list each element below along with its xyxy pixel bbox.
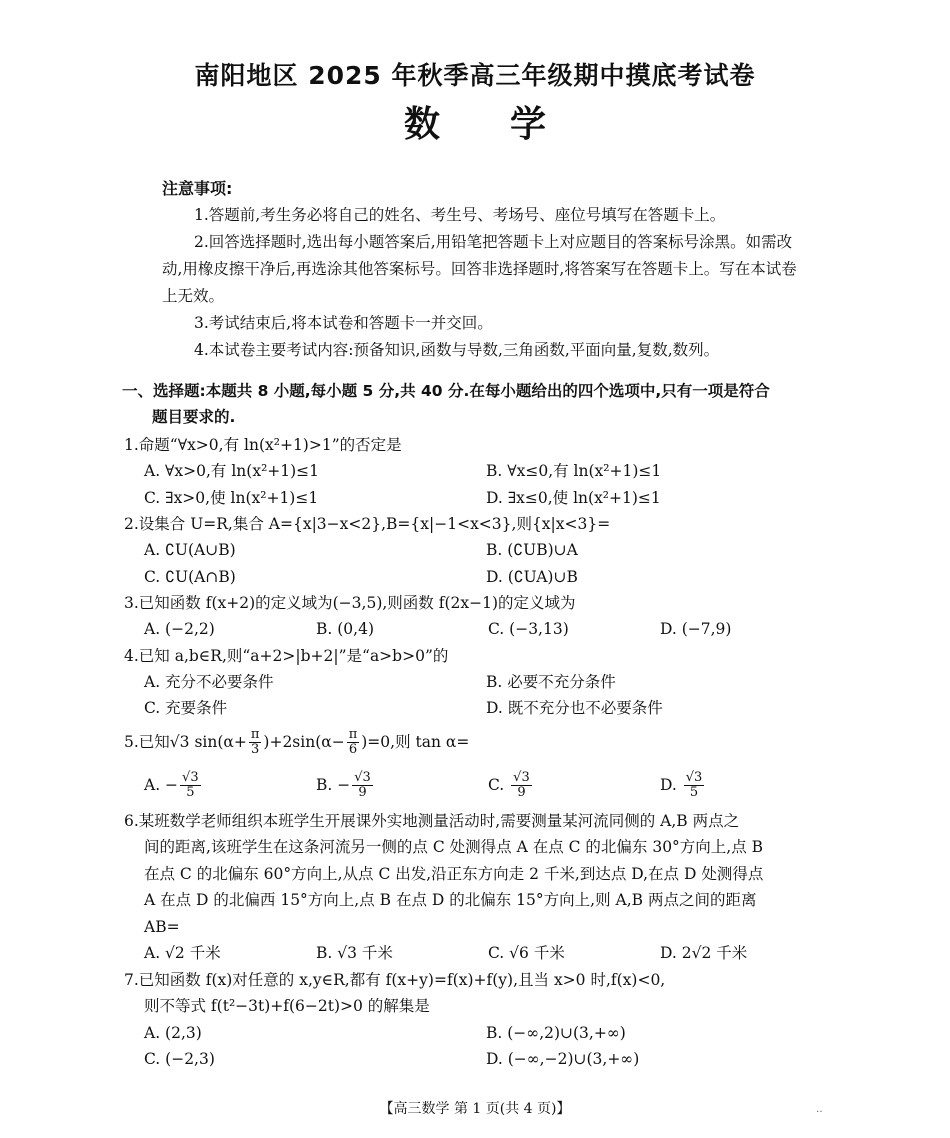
stem-line: 间的距离,该班学生在这条河流另一侧的点 C 处测得点 A 在点 C 的北偏东 30°方向上,点 B	[144, 838, 764, 856]
option-label: B. −	[316, 775, 351, 794]
option-d: D. (−∞,−2)∪(3,+∞)	[486, 1050, 640, 1068]
section-heading-line: 题目要求的.	[152, 408, 236, 426]
fraction-denominator: 5	[186, 785, 195, 800]
notice-item: 2.回答选择题时,选出每小题答案后,用铅笔把答题卡上对应题目的答案标号涂黑。如需改动,用橡皮擦干净后,再选涂其他答案标号。回答非选择题时,将答案写在答题卡上。写在本试卷上无效。	[162, 233, 797, 305]
fraction-denominator: 9	[358, 785, 367, 800]
exam-title: 南阳地区 2025 年秋季高三年级期中摸底考试卷	[194, 61, 756, 90]
fraction	[180, 771, 201, 800]
question-1	[124, 432, 834, 511]
option-a: A. (2,3)	[144, 1023, 202, 1042]
stem-line: A 在点 D 的北偏西 15°方向上,点 B 在点 D 的北偏东 15°方向上,则 A,B 两点之间的距离	[144, 891, 757, 909]
option-d: D. 既不充分也不必要条件	[486, 699, 663, 717]
fraction-numerator: √3	[513, 770, 530, 785]
option-c	[488, 762, 660, 808]
exam-subject: 数学	[403, 104, 616, 145]
stem-text: )+2sin(α−	[263, 732, 345, 751]
question-options	[124, 762, 834, 808]
question-stem: 2.设集合 U=R,集合 A={x|3−x<2},B={x|−1<x<3},则{x|x<3}=	[124, 515, 611, 533]
fraction	[347, 728, 360, 757]
option-label: A. −	[144, 775, 179, 794]
notice-item: 4.本试卷主要考试内容:预备知识,函数与导数,三角函数,平面向量,复数,数列。	[194, 341, 720, 359]
option-b: B. 必要不充分条件	[486, 672, 616, 691]
option-b: B. (∁UB)∪A	[486, 541, 578, 559]
stem-text: )=0,则 tan α=	[361, 732, 470, 751]
stem-line: AB=	[144, 917, 180, 936]
option-d	[660, 762, 832, 808]
question-stem	[124, 967, 834, 1020]
notice-item: 1.答题前,考生务必将自己的姓名、考生号、考场号、座位号填写在答题卡上。	[194, 206, 726, 224]
option-c: C. 充要条件	[144, 699, 228, 717]
question-stem: 1.命题“∀x>0,有 ln(x²+1)>1”的否定是	[124, 436, 402, 454]
question-options	[124, 616, 834, 643]
option-b: B. (0,4)	[316, 620, 374, 638]
stem-line: 在点 C 的北偏东 60°方向上,从点 C 出发,沿正东方向走 2 千米,到达点 D,在点 D 处测得点	[144, 864, 764, 883]
fraction-denominator: 5	[689, 785, 699, 800]
option-a: A. 充分不必要条件	[144, 672, 274, 691]
question-list	[124, 432, 834, 1073]
fraction-numerator: π	[348, 727, 358, 742]
fraction	[352, 771, 373, 800]
option-d: D. ∃x≤0,使 ln(x²+1)≤1	[486, 488, 661, 507]
fraction	[684, 771, 705, 800]
option-a: A. (−2,2)	[144, 620, 215, 638]
question-options	[124, 537, 834, 590]
stem-line: 则不等式 f(t²−3t)+f(6−2t)>0 的解集是	[144, 997, 430, 1015]
option-a: A. √2 千米	[144, 944, 221, 962]
question-5	[124, 722, 834, 808]
fraction-numerator: √3	[685, 770, 703, 785]
fraction-numerator: √3	[182, 770, 199, 785]
question-6	[124, 808, 834, 967]
stem-line: 6.某班数学老师组织本班学生开展课外实地测量活动时,需要测量某河流同侧的 A,B 两点之	[124, 811, 740, 830]
notice-block	[162, 175, 812, 364]
option-d: D. 2√2 千米	[660, 944, 748, 962]
question-stem: 3.已知函数 f(x+2)的定义域为(−3,5),则函数 f(2x−1)的定义域为	[124, 594, 576, 612]
option-d: D. (∁UA)∪B	[486, 567, 578, 586]
fraction-numerator: π	[250, 727, 260, 742]
section-heading	[122, 378, 832, 430]
question-options	[124, 669, 834, 722]
option-d: D. (−7,9)	[660, 620, 732, 638]
notice-heading: 注意事项:	[162, 179, 233, 198]
option-b: B. ∀x≤0,有 ln(x²+1)≤1	[486, 462, 662, 480]
option-b: B. √3 千米	[316, 944, 393, 962]
fraction	[511, 771, 532, 800]
question-options	[124, 1020, 834, 1073]
fraction-denominator: 3	[250, 742, 260, 757]
option-c: C. (−2,3)	[144, 1050, 215, 1068]
stem-line: 7.已知函数 f(x)对任意的 x,y∈R,都有 f(x+y)=f(x)+f(y),且当 x>0 时,f(x)<0,	[124, 970, 666, 989]
fraction	[249, 728, 262, 757]
notice-item: 3.考试结束后,将本试卷和答题卡一并交回。	[194, 314, 493, 332]
option-label: C.	[488, 775, 510, 794]
option-c: C. ∃x>0,使 ln(x²+1)≤1	[144, 488, 319, 507]
option-b	[316, 762, 488, 808]
option-a	[144, 762, 316, 808]
option-b: B. (−∞,2)∪(3,+∞)	[486, 1023, 626, 1042]
page-footer: 【高三数学 第 1 页(共 4 页)】	[379, 1101, 571, 1117]
question-stem	[124, 808, 834, 941]
question-4	[124, 643, 834, 722]
question-options	[124, 458, 834, 511]
option-a: A. ∀x>0,有 ln(x²+1)≤1	[144, 462, 320, 480]
fraction-numerator: √3	[354, 770, 371, 785]
option-a: A. ∁U(A∪B)	[144, 541, 236, 559]
question-3	[124, 590, 834, 643]
section-heading-line: 一、选择题:本题共 8 小题,每小题 5 分,共 40 分.在每小题给出的四个选项中,只有一项是符合	[122, 382, 770, 400]
fraction-denominator: 9	[517, 785, 526, 800]
corner-mark: ‥	[816, 1104, 823, 1115]
option-c: C. (−3,13)	[488, 620, 569, 638]
question-stem: 4.已知 a,b∈R,则“a+2>|b+2|”是“a>b>0”的	[124, 646, 449, 665]
question-2	[124, 511, 834, 590]
question-options	[124, 940, 834, 967]
option-c: C. ∁U(A∩B)	[144, 567, 236, 586]
option-c: C. √6 千米	[488, 944, 565, 962]
question-7	[124, 967, 834, 1073]
option-label: D.	[660, 775, 682, 794]
question-stem	[124, 722, 834, 762]
fraction-denominator: 6	[348, 742, 358, 757]
stem-text: 5.已知√3 sin(α+	[124, 732, 247, 751]
